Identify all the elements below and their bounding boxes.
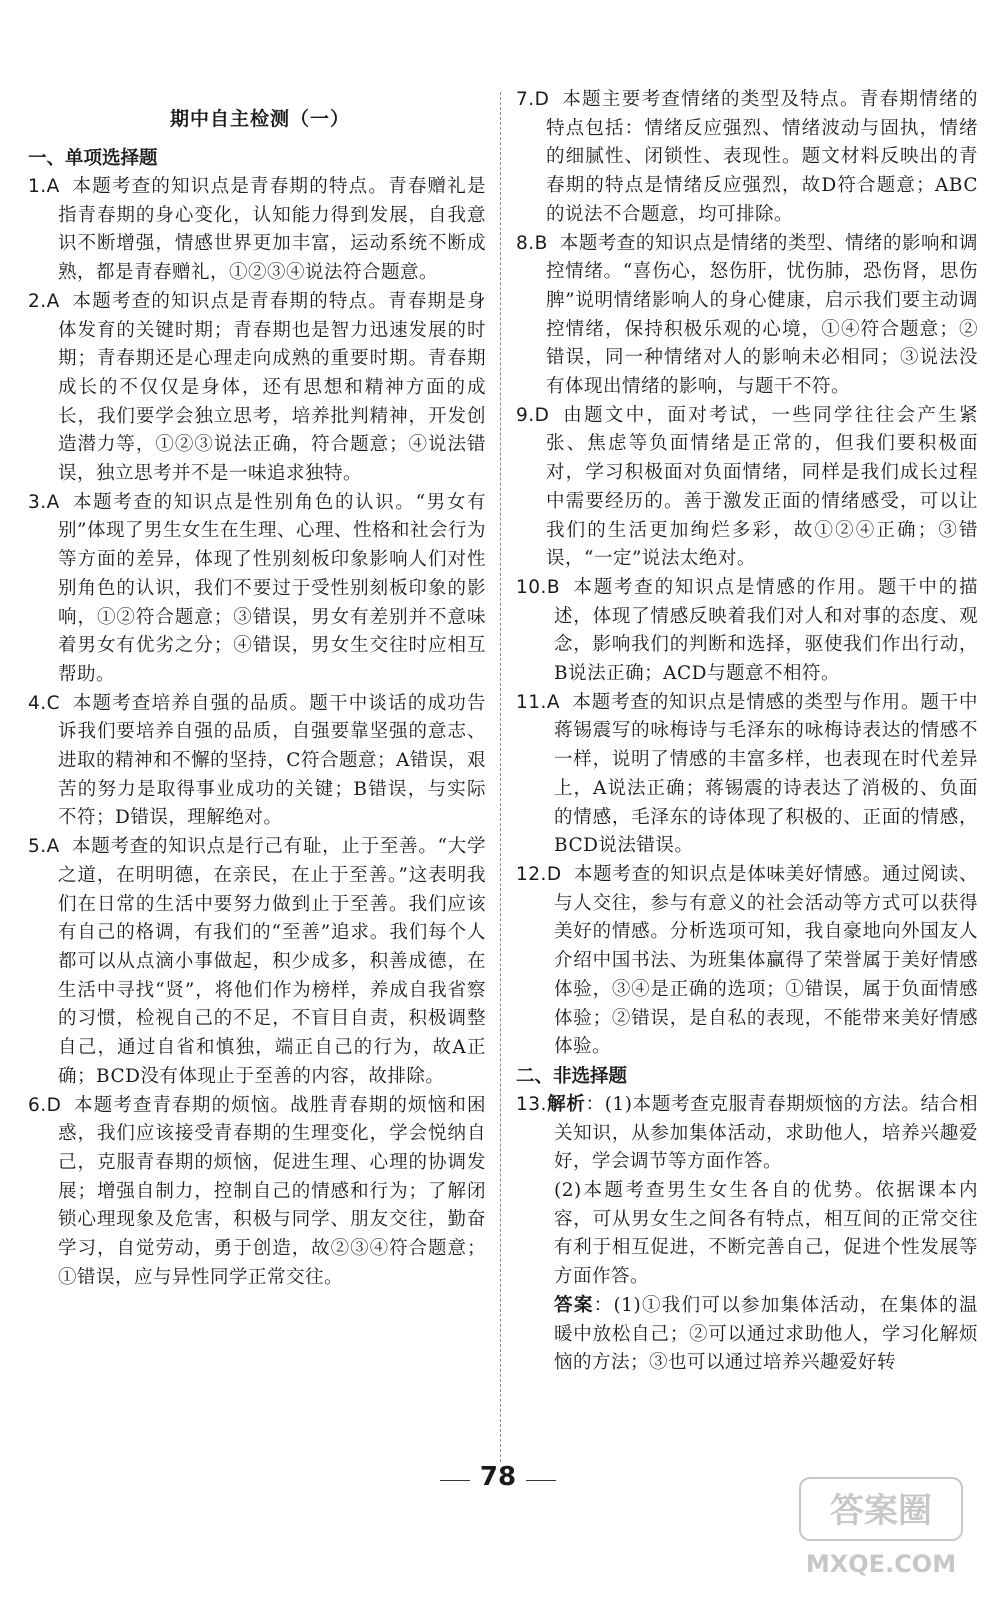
right-column [516,86,978,1378]
page-title: 期中自主检测（一） [169,108,350,130]
svg-text:MXQE.COM: MXQE.COM [805,1550,957,1578]
question-13-analysis-part2: (2)本题考查男生女生各自的优势。依据课本内容，可从男女生之间各有特点，相互间的正常交往有利于相互促进，不断完善自己，促进个性发展等方面作答。 [554,1180,978,1288]
section-heading-choice: 一、单项选择题 [28,148,158,169]
question-item: 11.A 本题考查的知识点是情感的类型与作用。题干中蒋锡震写的咏梅诗与毛泽东的咏梅诗表达的情感不一样，说明了情感的丰富多样，也表现在时代差异上，A说法正确；蒋锡震的诗表达了消极的、负面的情感，毛泽东的诗体现了积极的、正面的情感，BCD说法错误。 [516,691,978,857]
question-item: 4.C 本题考查培养自强的品质。题干中谈话的成功告诉我们要培养自强的品质，自强要靠坚强的意志、进取的精神和不懈的坚持，C符合题意；A错误，艰苦的努力是取得事业成功的关键；B错误，与实际不符；D错误，理解绝对。 [28,692,486,829]
footer-dash-right [526,1480,556,1481]
page-number: 78 [479,1462,517,1492]
left-column [28,108,486,1292]
watermark-logo [796,1472,966,1584]
question-item: 6.D 本题考查青春期的烦恼。战胜青春期的烦恼和困惑，我们应该接受青春期的生理变化，学会悦纳自己，克服青春期的烦恼，促进生理、心理的协调发展；增强自制力，控制自己的情感和行为；了解闭锁心理现象及危害，积极与同学、朋友交往，勤奋学习，自觉劳动，勇于创造，故②③④符合题意；①错误，应与异性同学正常交往。 [28,1094,486,1288]
question-item: 9.D 由题文中，面对考试，一些同学往往会产生紧张、焦虑等负面情绪是正常的，但我们要积极面对，学习积极面对负面情绪，同样是我们成长过程中需要经历的。善于激发正面的情绪感受，可以让我们的生活更加绚烂多彩，故①②④正确；③错误，“一定”说法太绝对。 [516,404,978,570]
section-heading-nonchoice: 二、非选择题 [516,1065,628,1087]
svg-text:答案圈: 答案圈 [830,1491,932,1531]
footer-dash-left [440,1480,470,1481]
question-item: 7.D 本题主要考查情绪的类型及特点。青春期情绪的特点包括：情绪反应强烈、情绪波动与固执，情绪的细腻性、闭锁性、表现性。题文材料反映出的青春期的特点是情绪反应强烈，故D符合题意；ABC的说法不合题意，均可排除。 [516,89,978,225]
question-13-analysis: 13.解析：(1)本题考查克服青春期烦恼的方法。结合相关知识，从参加集体活动，求助他人，培养兴趣爱好，学会调节等方面作答。 [516,1093,978,1173]
question-item: 10.B 本题考查的知识点是情感的作用。题干中的描述，体现了情感反映着我们对人和对事的态度、观念，影响我们的判断和选择，驱使我们作出行动，B说法正确；ACD与题意不相符。 [516,576,978,685]
question-item: 12.D 本题考查的知识点是体味美好情感。通过阅读、与人交往，参与有意义的社会活动等方式可以获得美好的情感。分析选项可知，我自豪地向外国友人介绍中国书法、为班集体赢得了荣誉属于美好情感体验，③④是正确的选项；①错误，属于负面情感体验；②错误，是自私的表现，不能带来美好情感体验。 [516,863,978,1058]
column-divider [500,92,501,1462]
question-item: 8.B 本题考查的知识点是情绪的类型、情绪的影响和调控情绪。“喜伤心，怒伤肝，忧伤肺，恐伤肾，思伤脾”说明情绪影响人的身心健康，启示我们要主动调控情绪，保持积极乐观的心境，①④符合题意；②错误，同一种情绪对人的影响未必相同；③说法没有体现出情绪的影响，与题干不符。 [516,232,978,398]
question-item: 5.A 本题考查的知识点是行己有耻，止于至善。“大学之道，在明明德，在亲民，在止于至善。”这表明我们在日常的生活中要努力做到止于至善。我们应该有自己的格调，有我们的“至善”追求。我们每个人都可以从点滴小事做起，积少成多，积善成德，在生活中寻找“贤”，将他们作为榜样，养成自我省察的习惯，检视自己的不足，不盲目自责，积极调整自己，通过自省和慎独，端正自己的行为，故A正确；BCD没有体现止于至善的内容，故排除。 [28,836,486,1087]
question-item: 2.A 本题考查的知识点是青春期的特点。青春期是身体发育的关键时期；青春期也是智力迅速发展的时期；青春期还是心理走向成熟的重要时期。青春期成长的不仅仅是身体，还有思想和精神方面的成长，我们要学会独立思考，培养批判精神，开发创造潜力等，①②③说法正确，符合题意；④说法错误，独立思考并不是一味追求独特。 [28,290,486,485]
question-item: 1.A 本题考查的知识点是青春期的特点。青春赠礼是指青春期的身心变化，认知能力得到发展，自我意识不断增强，情感世界更加丰富，运动系统不断成熟，都是青春赠礼，①②③④说法符合题意。 [28,176,486,284]
question-13-answer: 答案：(1)①我们可以参加集体活动，在集体的温暖中放松自己；②可以通过求助他人，学习化解烦恼的方法；③也可以通过培养兴趣爱好转 [554,1294,978,1374]
question-item: 3.A 本题考查的知识点是性别角色的认识。“男女有别”体现了男生女生在生理、心理、性格和社会行为等方面的差异，体现了性别刻板印象影响人们对性别角色的认识，我们不要过于受性别刻板印象的影响，①②符合题意；③错误，男女有差别并不意味着男女有优劣之分；④错误，男女生交往时应相互帮助。 [28,491,486,685]
